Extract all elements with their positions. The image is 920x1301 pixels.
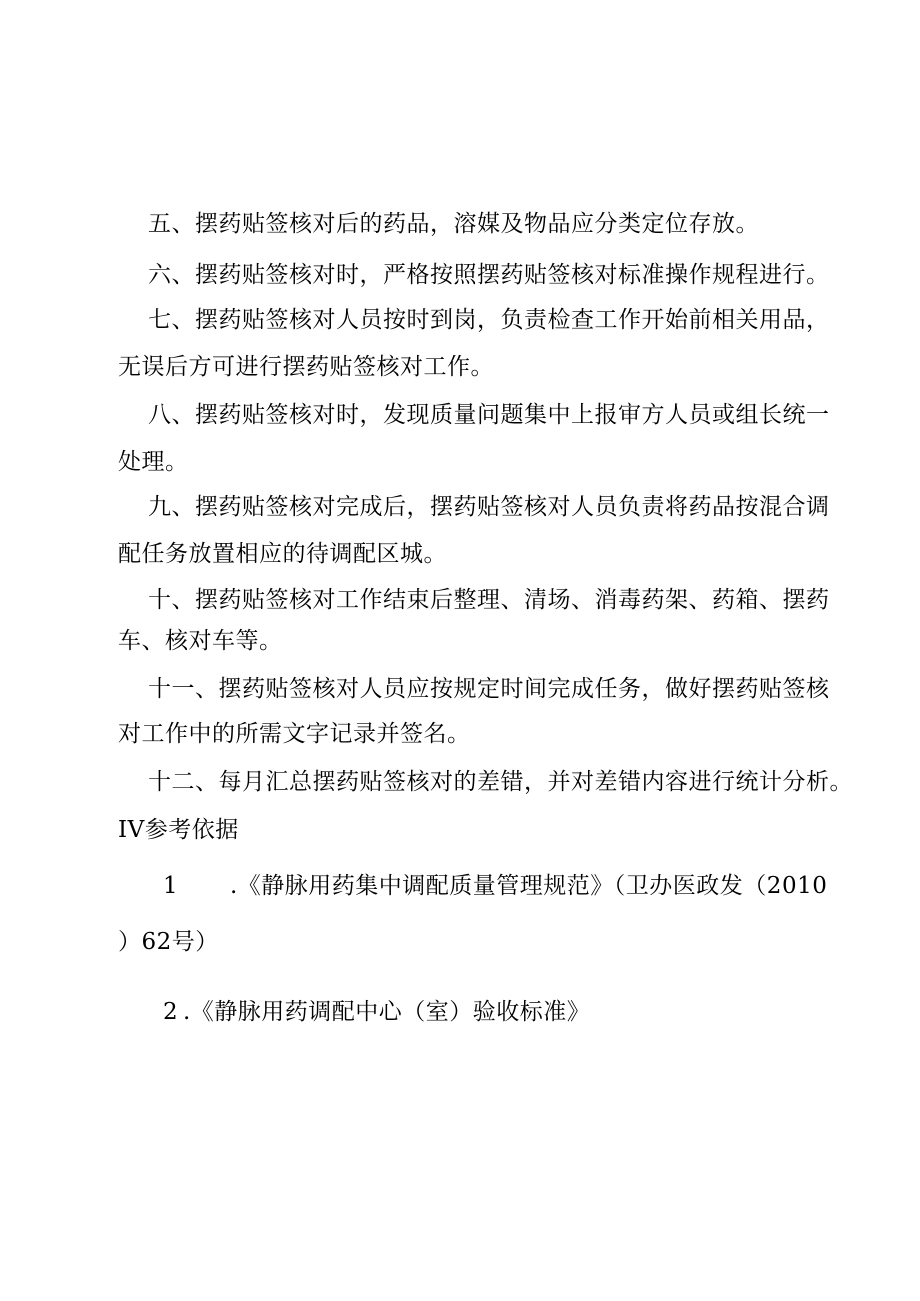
paragraph-12-line-1: 十二、每月汇总摆药贴签核对的差错，并对差错内容进行统计分析。: [148, 769, 853, 795]
reference-2-text-line-1: .《静脉用药调配中心（室）验收标准》: [183, 999, 591, 1025]
reference-1-number: 1: [163, 873, 178, 899]
section-heading: IV参考依据: [118, 817, 239, 843]
paragraph-9-line-1: 九、摆药贴签核对完成后，摆药贴签核对人员负责将药品按混合调: [148, 494, 830, 520]
reference-1-text-line-2: ）62号）: [118, 929, 219, 955]
paragraph-10-line-1: 十、摆药贴签核对工作结束后整理、清场、消毒药架、药箱、摆药: [148, 587, 830, 613]
paragraph-6-line-1: 六、摆药贴签核对时，严格按照摆药贴签核对标准操作规程进行。: [148, 262, 830, 288]
paragraph-5-line-1: 五、摆药贴签核对后的药品，溶媒及物品应分类定位存放。: [148, 211, 759, 237]
paragraph-10-line-2: 车、核对车等。: [118, 628, 283, 654]
reference-2-number: 2: [163, 999, 178, 1025]
paragraph-7-line-1: 七、摆药贴签核对人员按时到岗，负责检查工作开始前相关用品，: [148, 307, 830, 333]
paragraph-7-line-2: 无误后方可进行摆药贴签核对工作。: [118, 354, 494, 380]
paragraph-11-line-1: 十一、摆药贴签核对人员应按规定时间完成任务，做好摆药贴签核: [148, 676, 830, 702]
paragraph-9-line-2: 配任务放置相应的待调配区城。: [118, 541, 447, 567]
paragraph-11-line-2: 对工作中的所需文字记录并签名。: [118, 721, 471, 747]
reference-1-text-line-1: .《静脉用药集中调配质量管理规范》（卫办医政发（2010: [230, 873, 828, 899]
paragraph-8-line-1: 八、摆药贴签核对时，发现质量问题集中上报审方人员或组长统一: [148, 402, 830, 428]
paragraph-8-line-2: 处理。: [118, 449, 189, 475]
